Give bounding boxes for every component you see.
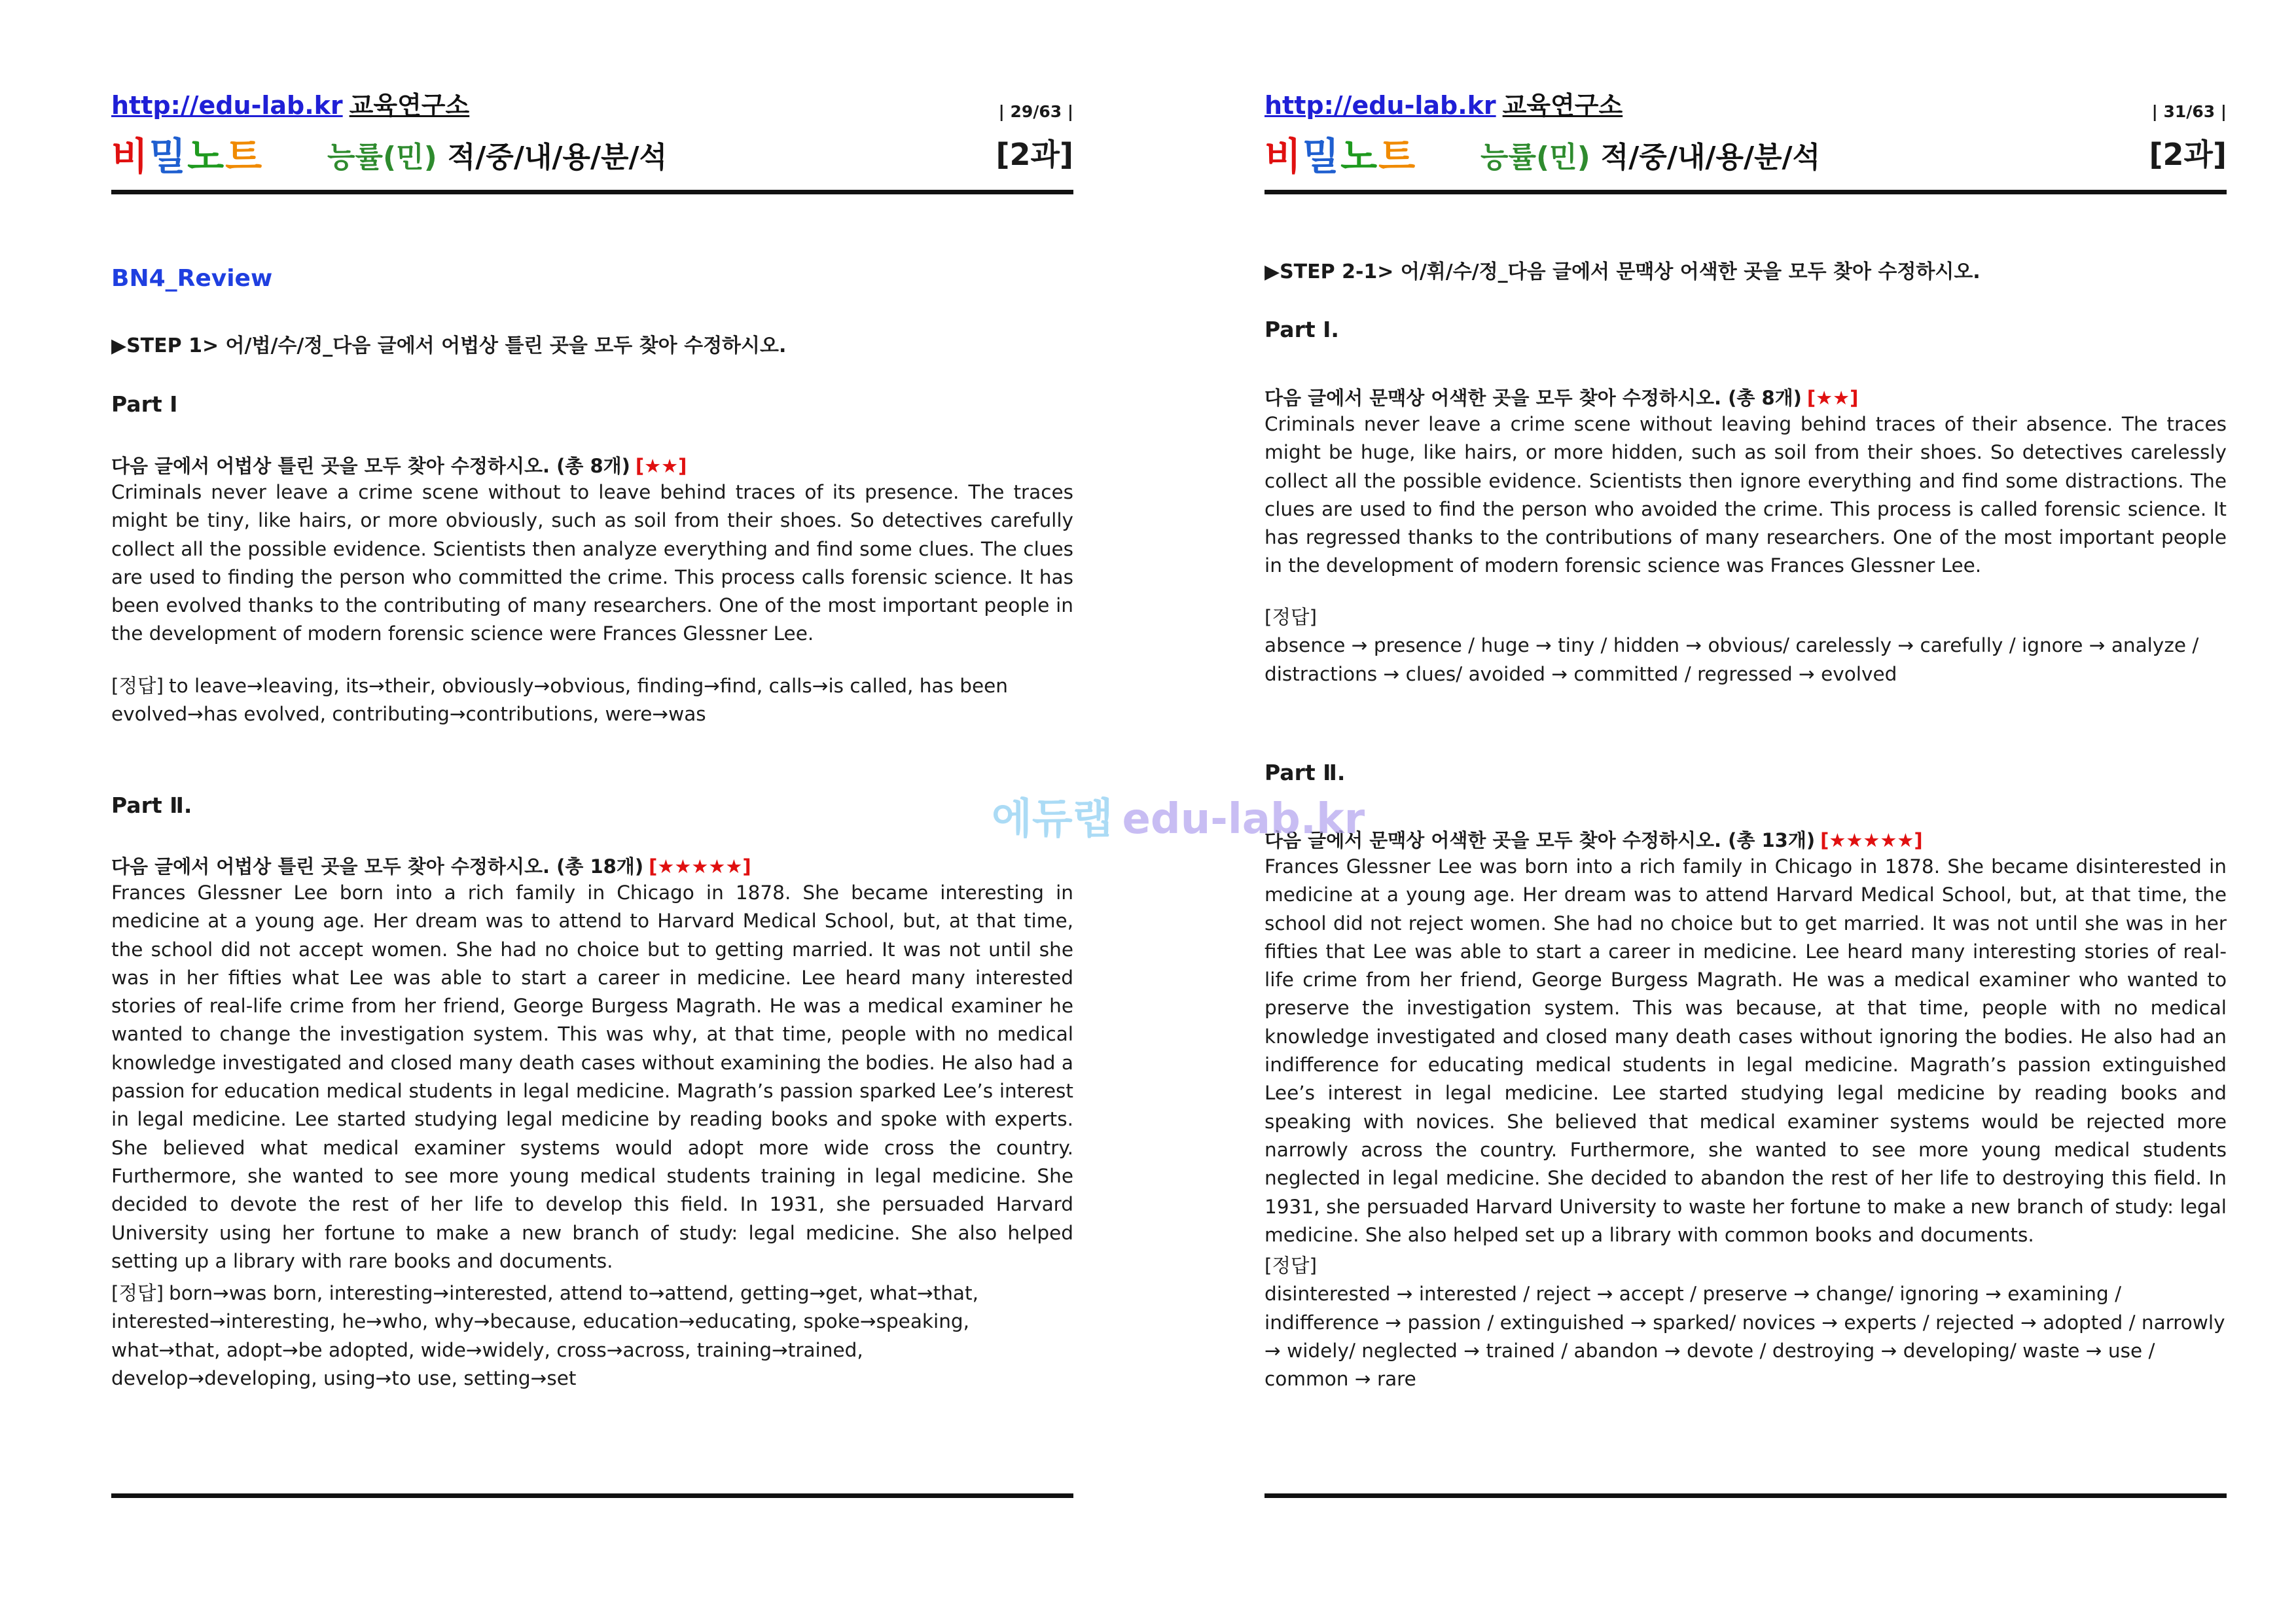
question-title	[1265, 383, 1858, 410]
footer-divider	[111, 1493, 1073, 1498]
part-label: Part Ⅱ.	[111, 793, 192, 818]
page-number: | 29/63 |	[998, 102, 1073, 121]
title-bar	[1265, 126, 2227, 179]
lesson-unit: [2과]	[2149, 137, 2227, 172]
textbook-name: 능률(민)	[1480, 141, 1590, 174]
answer-text: disinterested → interested / reject → accept / preserve → change/ ignoring → examining / indifference → passion / extinguished → sparked/ novices → experts / rejected → adopted / narrowly → widely/ neglected → trained / abandon → devote / destroying → developing/ waste → use / common → rare	[1265, 1283, 2225, 1391]
answer-block	[1265, 1252, 2227, 1393]
header-divider	[1265, 190, 2227, 194]
question-text: 다음 글에서 문맥상 어색한 곳을 모두 찾아 수정하시오. (총 8개)	[1265, 387, 1802, 409]
site-header	[111, 85, 469, 121]
answer-label: [정답]	[1265, 1255, 1318, 1277]
brand-char: 비	[1265, 134, 1303, 179]
answer-block	[1265, 603, 2227, 688]
difficulty-stars: [★★]	[635, 455, 687, 477]
watermark-korean: 에듀랩	[992, 795, 1113, 844]
subject-title	[327, 134, 667, 175]
page-number: | 31/63 |	[2151, 102, 2227, 121]
question-text: 다음 글에서 문맥상 어색한 곳을 모두 찾아 수정하시오. (총 13개)	[1265, 829, 1816, 851]
brand-char: 밀	[149, 134, 188, 179]
watermark	[992, 785, 1365, 846]
page-left	[111, 0, 1073, 1623]
site-lab-name: 교육연구소	[1502, 91, 1623, 120]
header-divider	[111, 190, 1073, 194]
part-label: Part Ⅰ.	[1265, 317, 1339, 342]
answer-block	[111, 672, 1073, 729]
lesson-unit: [2과]	[996, 137, 1073, 172]
section-title: BN4_Review	[111, 265, 273, 292]
brand-char: 트	[1378, 134, 1417, 179]
passage-text: Frances Glessner Lee born into a rich family in Chicago in 1878. She became interesting in medicine at a young age. Her dream was to attend to Harvard Medical School, but, at that time, the school did not accept women. She had no choice but to getting married. It was not until she was in her fifties what Lee was able to start a career in medicine. Lee heard many interested stories of real-life crime from her friend, George Burgess Magrath. He was a medical examiner he wanted to change the investigation system. This was why, at that time, people with no medical knowledge investigated and closed many death cases without examining the bodies. He also had a passion for education medical students in legal medicine. Magrath’s passion sparked Lee’s interest in legal medicine. Lee started studying legal medicine by reading books and spoke with experts. She believed what medical examiner systems would adopt more wide cross the country. Furthermore, she wanted to see more young medical students training in legal medicine. She decided to devote the rest of her life to develop this field. In 1931, she persuaded Harvard University using her fortune to make a new branch of study: legal medicine. She also helped setting up a library with rare books and documents.	[111, 882, 1073, 1272]
answer-text: born→was born, interesting→interested, attend to→attend, getting→get, what→that, interested→interesting, he→who, why→because, education→educating, spoke→speaking, what→that, adopt→be adopted, wide→widely, cross→across, training→trained, develop→developing, using→to use, setting→set	[111, 1282, 978, 1389]
brand-char: 비	[111, 134, 150, 179]
step-instruction: ▶STEP 2-1> 어/휘/수/정_다음 글에서 문맥상 어색한 곳을 모두 찾아 수정하시오.	[1265, 260, 1981, 283]
passage-text: Criminals never leave a crime scene without to leave behind traces of its presence. The traces might be tiny, like hairs, or more obviously, such as soil from their shoes. So detectives carefully collect all the possible evidence. Scientists then analyze everything and find some clues. The clues are used to finding the person who committed the crime. This process calls forensic science. It has been evolved thanks to the contributing of many researchers. One of the most important people in the development of modern forensic science were Frances Glessner Lee.	[111, 481, 1073, 645]
watermark-site: edu-lab.kr	[1122, 795, 1365, 844]
part-label: Part Ⅱ.	[1265, 760, 1346, 785]
part-label: Part Ⅰ	[111, 391, 178, 417]
answer-label: [정답]	[111, 1282, 164, 1304]
answer-block	[111, 1279, 1073, 1393]
question-title	[111, 452, 687, 478]
brand-logo	[111, 126, 263, 181]
brand-char: 노	[187, 134, 226, 179]
footer-divider	[1265, 1493, 2227, 1498]
answer-text: to leave→leaving, its→their, obviously→obvious, finding→find, calls→is called, has been evolved→has evolved, contributing→contributions, were→was	[111, 675, 1008, 726]
analysis-title: 적/중/내/용/분/석	[1600, 141, 1821, 174]
textbook-name: 능률(민)	[327, 141, 437, 174]
difficulty-stars: [★★★★★]	[649, 855, 751, 878]
difficulty-stars: [★★★★★]	[1820, 829, 1923, 851]
brand-char: 밀	[1302, 134, 1341, 179]
brand-logo	[1265, 126, 1416, 181]
site-lab-name: 교육연구소	[349, 91, 470, 120]
question-text: 다음 글에서 어법상 틀린 곳을 모두 찾아 수정하시오. (총 18개)	[111, 855, 644, 878]
answer-text: absence → presence / huge → tiny / hidden → obvious/ carelessly → carefully / ignore → analyze / distractions → clues/ avoided → committed / regressed → evolved	[1265, 634, 2199, 685]
answer-label: [정답]	[111, 675, 164, 697]
difficulty-stars: [★★]	[1806, 387, 1859, 409]
site-header	[1265, 85, 1623, 121]
brand-char: 트	[225, 134, 264, 179]
brand-char: 노	[1340, 134, 1379, 179]
passage-text: Frances Glessner Lee was born into a rich family in Chicago in 1878. She became disinterested in medicine at a young age. Her dream was to attend Harvard Medical School, but, at that time, the school did not reject women. She had no choice but to get married. It was not until she was in her fifties that Lee was able to start a career in medicine. Lee heard many interesting stories of real-life crime from her friend, George Burgess Magrath. He was a medical examiner who wanted to preserve the investigation system. This was because, at that time, people with no medical knowledge investigated and closed many death cases without ignoring the bodies. He also had an indifference for educating medical students in legal medicine. Magrath’s passion extinguished Lee’s interest in legal medicine. Lee started studying legal medicine by reading books and speaking with novices. She believed that medical examiner systems would be rejected more narrowly across the country. Furthermore, she wanted to see more young medical students neglected in legal medicine. She decided to abandon the rest of her life to destroying this field. In 1931, she persuaded Harvard University to waste her fortune to make a new branch of study: legal medicine. She also helped set up a library with common books and documents.	[1265, 855, 2227, 1246]
title-bar	[111, 126, 1073, 179]
passage-text: Criminals never leave a crime scene without leaving behind traces of their absence. The traces might be huge, like hairs, or more hidden, such as soil from their shoes. So detectives carelessly collect all the possible evidence. Scientists then ignore everything and find some distractions. The clues are used to find the person who avoided the crime. This process is called forensic science. It has regressed thanks to the contributions of many researchers. One of the most important people in the development of modern forensic science was Frances Glessner Lee.	[1265, 413, 2227, 577]
subject-title	[1480, 134, 1820, 175]
question-text: 다음 글에서 어법상 틀린 곳을 모두 찾아 수정하시오. (총 8개)	[111, 455, 630, 477]
site-url-link[interactable]: http://edu-lab.kr	[1265, 91, 1496, 120]
site-url-link[interactable]: http://edu-lab.kr	[111, 91, 343, 120]
analysis-title: 적/중/내/용/분/석	[447, 141, 668, 174]
page-right	[1265, 0, 2227, 1623]
step-instruction: ▶STEP 1> 어/법/수/정_다음 글에서 어법상 틀린 곳을 모두 찾아 수정하시오.	[111, 334, 787, 357]
question-title	[111, 852, 751, 879]
answer-label: [정답]	[1265, 606, 1318, 628]
